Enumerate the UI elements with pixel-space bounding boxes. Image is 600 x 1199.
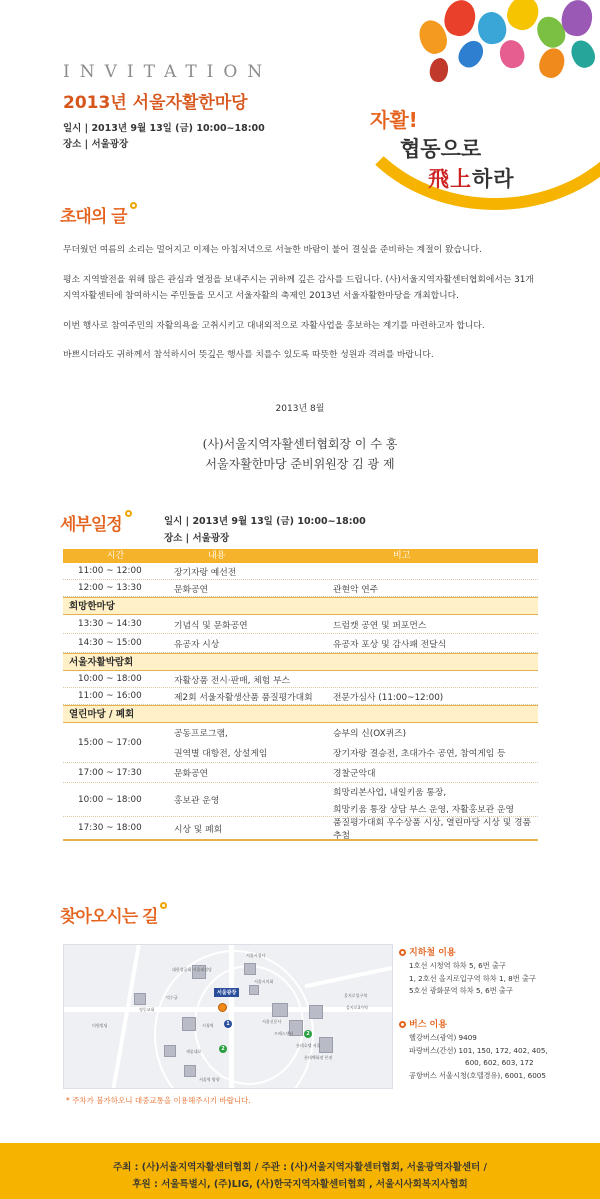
header-content: 내용 [208, 551, 226, 561]
greeting-paragraph: 바쁘시더라도 귀하께서 참석하시어 뜻깊은 행사를 치를수 있도록 따뜻한 성원과 격려를 바랍니다. [63, 350, 434, 360]
schedule-title: 세부일정 [60, 510, 132, 535]
event-place: 장소 | 서울광장 [63, 139, 129, 150]
header-time: 시간 [106, 551, 125, 561]
circle-bullet-icon [399, 1021, 406, 1028]
table-row: 15:00 ~ 17:00 공동프로그램, 권역별 대항전, 상설게임 승부의 신(OX퀴즈) 장기자랑 결승전, 초대가수 공연, 참여게임 등 [63, 723, 538, 763]
map-center-badge: 서울광장 [214, 988, 239, 997]
table-header [63, 549, 538, 563]
circle-icon [160, 902, 167, 909]
schedule-date: 일시 | 2013년 9월 13일 (금) 10:00~18:00 [164, 516, 366, 527]
table-row: 17:00 ~ 17:30 문화공연 경찰군악대 [63, 763, 538, 783]
group-row-hope: 희망한마당 [63, 597, 538, 615]
footer-sponsors: 후원 : 서울특별시, (주)LIG, (사)한국지역자활센터협회 , 서울시사회복지사협회 [132, 1179, 468, 1190]
greeting-title: 초대의 글 [60, 202, 137, 227]
slogan-line-1: 자활! [370, 108, 418, 132]
table-row: 12:00 ~ 13:30 문화공연 관현악 연주 [63, 580, 538, 597]
table-row: 14:30 ~ 15:00 유공자 시상 유공자 포상 및 감사패 전달식 [63, 634, 538, 653]
table-row: 11:00 ~ 16:00 제2회 서울자활생산품 품질평가대회 전문가심사 (11:00~12:00) [63, 688, 538, 705]
schedule-table [63, 549, 538, 841]
group-row-open-stage: 열린마당 / 폐회 [63, 705, 538, 723]
greeting-date: 2013년 8월 [275, 404, 325, 414]
subway-line-1-icon: 1 [224, 1020, 232, 1028]
parking-note: * 주차가 불가하오니 대중교통을 이용해주시기 바랍니다. [66, 1096, 251, 1105]
footer [0, 1143, 600, 1199]
schedule-place: 장소 | 서울광장 [164, 533, 230, 544]
table-row: 11:00 ~ 12:00 장기자랑 예선전 [63, 563, 538, 580]
table-row: 10:00 ~ 18:00 홍보관 운영 희망리본사업, 내일키움 통장, 희망키움 통장 상담 부스 운영, 자활홍보관 운영 [63, 783, 538, 817]
directions-title: 찾아오시는 길 [60, 902, 167, 927]
signer-1: (사)서울지역자활센터협회장 이 수 홍 [202, 437, 398, 451]
bus-info: 버스 이용 헬강버스(광역) 9409 파랑버스(간선) 101, 150, 172, 402, 405, 600, 602, 603, 172 공항버스 서울시청(호텔경유), 6001, 6005 [399, 1018, 548, 1082]
slogan [370, 104, 515, 193]
invitation-header [0, 0, 600, 215]
subway-line-2-icon: 2 [219, 1045, 227, 1053]
table-row: 13:30 ~ 14:30 기념식 및 문화공연 드럼캣 공연 및 퍼포먼스 [63, 615, 538, 634]
event-title: 2013년 서울자활한마당 [63, 93, 248, 113]
slogan-hanja: 飛上 [428, 167, 472, 191]
slogan-line-3-rest: 하라 [472, 167, 515, 191]
invitation-heading: INVITATION [63, 62, 273, 82]
table-row: 17:30 ~ 18:00 시상 및 폐회 품질평가대회 우수상품 시상, 열린마당 시상 및 경품추첨 [78, 818, 532, 841]
slogan-line-2: 협동으로 [400, 137, 482, 161]
slogan-line-3 [428, 163, 515, 193]
circle-icon [130, 202, 137, 209]
greeting-paragraph: 무더웠던 여름의 소리는 멀어지고 이제는 아침저녁으로 서늘한 바람이 불어 결실을 준비하는 계절이 왔습니다. [63, 245, 482, 255]
colorful-handprints-graphic [390, 0, 600, 105]
subway-info: 지하철 이용 1호선 시청역 하차 5, 6번 출구 1, 2호선 을지로입구역 하차 1, 8번 출구 5호선 광화문역 하차 5, 6번 출구 [399, 946, 536, 998]
circle-icon [125, 510, 132, 517]
subway-title: 지하철 이용 [409, 948, 456, 958]
greeting-body [63, 242, 543, 377]
table-row: 10:00 ~ 18:00 자활상품 전시·판매, 체험 부스 [63, 671, 538, 688]
greeting-paragraph: 이번 행사로 참여주민의 자활의욕을 고취시키고 대내외적으로 자활사업을 홍보하는 계기를 마련하고자 합니다. [63, 320, 485, 331]
map-pin-icon [218, 1003, 227, 1012]
location-map: 서울광장 1 2 2 대한성공회 서울대성당 서울시청사 서울시의회 덕수궁 정동교회 미원빌딩 시청역 을지로입구역 을지로3가역 서울신문사 프레스센터 롯데호텔 서울 롯데백화점 본점 세종대로 서울역 방향 [63, 944, 393, 1089]
signer-2: 서울자활한마당 준비위원장 김 광 제 [205, 457, 395, 471]
group-row-expo: 서울자활박람회 [63, 653, 538, 671]
signers [0, 434, 600, 474]
header-note: 비고 [393, 551, 411, 561]
circle-bullet-icon [399, 949, 406, 956]
subway-line-2-icon: 2 [304, 1030, 312, 1038]
greeting-paragraph: 평소 지역발전을 위해 많은 관심과 열정을 보내주시는 귀하께 깊은 감사를 드립니다. (사)서울지역자활센터협회에서는 31개 지역자활센터에 참여하시는 주민들을 모시고 서울자활의 축제인 2013년 서울자활한마당을 개최합니다. [63, 274, 534, 301]
footer-organizers: 주최 : (사)서울지역자활센터협회 / 주관 : (사)서울지역자활센터협회, 서울광역자활센터 / [113, 1162, 487, 1173]
event-date: 일시 | 2013년 9월 13일 (금) 10:00~18:00 [63, 123, 265, 134]
bus-title: 버스 이용 [409, 1020, 447, 1030]
